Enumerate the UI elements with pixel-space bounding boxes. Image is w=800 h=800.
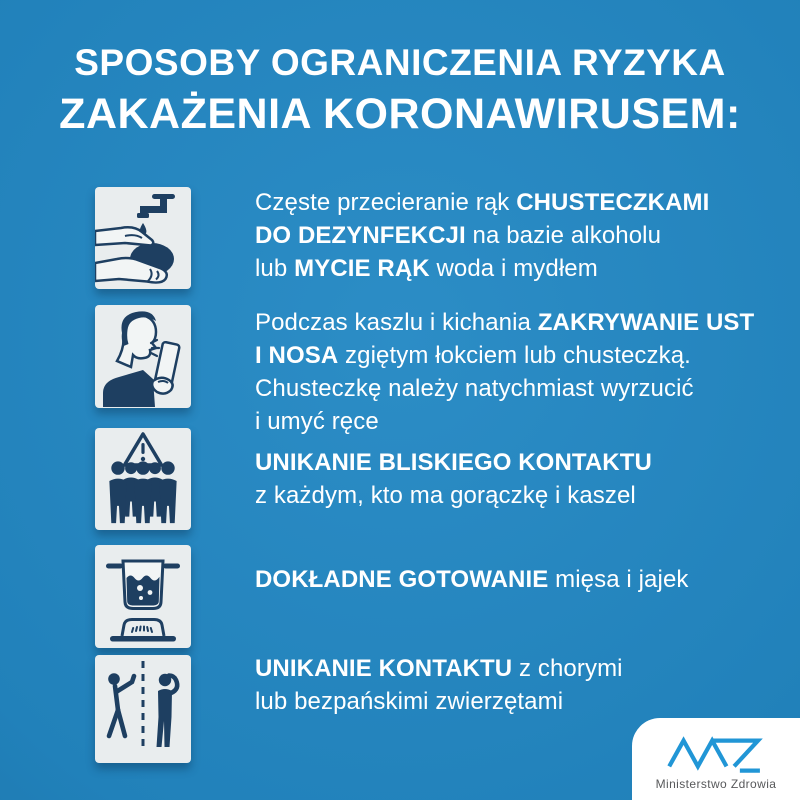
item-text-line: lub MYCIE RĄK woda i mydłem <box>255 255 598 282</box>
boiling-pot-icon <box>95 545 191 647</box>
item-text-line: z każdym, kto ma gorączkę i kaszel <box>255 482 636 509</box>
item-text-line: DOKŁADNE GOTOWANIE mięsa i jajek <box>255 566 689 593</box>
title-line-2: ZAKAŻENIA KORONAWIRUSEM: <box>59 90 741 138</box>
item-text-line: lub bezpańskimi zwierzętami <box>255 688 564 715</box>
item-2-icon-tile <box>95 305 191 408</box>
item-3-icon-tile <box>95 428 191 530</box>
item-5-text <box>255 652 623 718</box>
item-text-line: i umyć ręce <box>255 408 379 435</box>
title-line-1: SPOSOBY OGRANICZENIA RYZYKA <box>74 42 726 83</box>
item-text-line: UNIKANIE BLISKIEGO KONTAKTU <box>255 449 652 476</box>
ministry-logo-label: Ministerstwo Zdrowia <box>655 776 777 791</box>
item-3-text <box>255 446 652 512</box>
item-4-text <box>255 563 689 596</box>
ministry-logo-card <box>632 718 800 800</box>
keep-distance-icon <box>95 655 191 757</box>
mz-logo-icon <box>664 732 768 774</box>
item-1-icon-tile <box>95 187 191 289</box>
item-5-icon-tile <box>95 655 191 763</box>
item-text-line: Podczas kaszlu i kichania ZAKRYWANIE UST <box>255 309 755 336</box>
item-text-line: DO DEZYNFEKCJI na bazie alkoholu <box>255 222 662 249</box>
cough-into-tissue-icon <box>95 305 191 407</box>
item-text-line: Chusteczkę należy natychmiast wyrzucić <box>255 375 694 402</box>
item-text-line: I NOSA zgiętym łokciem lub chusteczką. <box>255 342 691 369</box>
avoid-crowd-warning-icon <box>95 428 191 530</box>
item-2-text <box>255 306 754 438</box>
hand-washing-icon <box>95 187 191 289</box>
item-4-icon-tile <box>95 545 191 648</box>
item-text-line: UNIKANIE KONTAKTU z chorymi <box>255 655 623 682</box>
page-title <box>0 38 800 140</box>
item-1-text <box>255 186 709 285</box>
item-text-line: Częste przecieranie rąk CHUSTECZKAMI <box>255 189 710 216</box>
